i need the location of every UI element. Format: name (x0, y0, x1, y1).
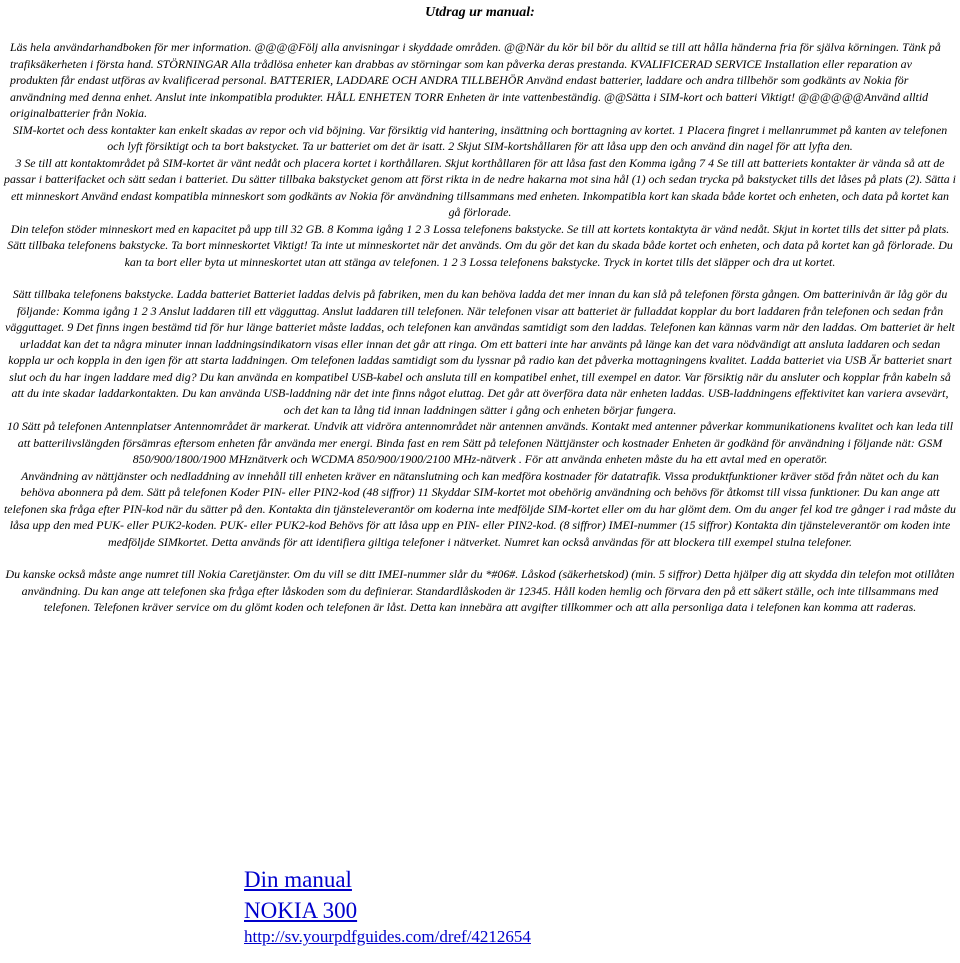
paragraph-sim-card: SIM-kortet och dess kontakter kan enkelt skadas av repor och vid böjning. Var försiktig vid hantering, insättning och borttagning av kortet. 1 Placera fingret i mellanrummet på kanten av telefonen och lyft försiktigt och ta bort bakstycket. Ta ur batteriet om det är isatt. 2 Skjut SIM-kortshållaren för att låsa upp den och använd din nagel för att lyfta den. (12, 122, 948, 153)
paragraph-codes: Användning av nättjänster och nedladdning av innehåll till enheten kräver en nätanslutning och kan medföra kostnader för datatrafik. Vissa produktfunktioner kräver stöd från nätet och du kan behöva abonnera på dem. Sätt på telefonen Koder PIN- eller PIN2-kod (48 siffror) 11 Skyddar SIM-kortet mot obehörig användning och behövs för åtkomst till vissa funktioner. Du kan ange att telefonen ska fråga efter PIN-kod när du sätter på den. Kontakta din tjänsteleverantör om koderna inte medföljde SIM-kortet eller om du har glömt dem. Om du anger fel kod tre gånger i rad måste du låsa upp den med PUK- eller PUK2-koden. PUK- eller PUK2-kod Behövs för att låsa upp en PIN- eller PIN2-kod. (8 siffror) IMEI-nummer (15 siffror) Kontakta din tjänsteleverantör om koden inte medföljde SIMkortet. Detta används för att identifiera giltiga telefoner i nätverket. Numret kan också användas för att blockera till exempel stulna telefoner. (4, 468, 956, 549)
paragraph-antenna: 10 Sätt på telefonen Antennplatser Antennområdet är markerat. Undvik att vidröra antennområdet när antennen används. Kontakt med antenner påverkar kommunikationens kvalitet och kan leda till att batterilivslängden försämras eftersom enheten får använda mer energi. Binda fast en rem Sätt på telefonen Nättjänster och kostnader Enheten är godkänd för användning i följande nät: GSM 850/900/1800/1900 MHznätverk och WCDMA 850/900/1900/2100 MHz-nätverk . För att använda enheten måste du ha ett avtal med en operatör. (6, 419, 954, 466)
paragraph-sim-holder: 3 Se till att kontaktområdet på SIM-kortet är vänt nedåt och placera kortet i korthållaren. Skjut korthållaren för att låsa fast den Komma igång 7 4 Se till att batteriets kontakter är vända så att de passar i batterifacket och sätt sedan i batteriet. Du sätter tillbaka bakstycket genom att först rikta in de nedre hakarna mot sina hål (1) och sedan trycka på bakstycket tills det låses på plats (2). Sätta i ett minneskort Använd endast kompatibla minneskort som godkänts av Nokia för användning tillsammans med enheten. Inkompatibla kort kan skada både kortet och enheten, och data på kortet kan gå förlorade. (4, 155, 956, 219)
manual-links (244, 864, 531, 948)
paragraph-memory-card: Din telefon stöder minneskort med en kapacitet på upp till 32 GB. 8 Komma igång 1 2 3 Lossa telefonens bakstycke. Se till att kortets kontaktyta är vänd nedåt. Skjut in kortet tills det sitter på plats. Sätt tillbaka telefonens bakstycke. Ta bort minneskortet Viktigt! Ta inte ut minneskortet när det används. Om du gör det kan du skada både kortet och enheten, och data på kortet kan gå förlorade. Du kan ta bort eller byta ut minneskortet utan att stänga av telefonen. 1 2 3 Lossa telefonens bakstycke. Tryck in kortet tills det släpper och dra ut kortet. (7, 221, 953, 269)
manual-excerpt (4, 39, 956, 616)
manual-link[interactable]: Din manual (244, 867, 352, 892)
product-link[interactable]: NOKIA 300 (244, 898, 358, 923)
paragraph-lock-code: Du kanske också måste ange numret till Nokia Caretjänster. Om du vill se ditt IMEI-nummer slår du *#06#. Låskod (säkerhetskod) (min. 5 siffror) Detta hjälper dig att skydda din telefon mot otillåten användning. Du kan ange att telefonen ska fråga efter låskoden som du definierar. Standardlåskoden är 12345. Håll koden hemlig och förvara den på ett säkert ställe, och inte tillsammans med telefonen. Telefonen kräver service om du glömt koden och telefonen är låst. Detta kan innebära att avgifter tillkommer och att alla personliga data i telefonen kan komma att raderas. (5, 567, 955, 614)
page-title: Utdrag ur manual: (425, 5, 535, 20)
url-link[interactable]: http://sv.yourpdfguides.com/dref/4212654 (244, 927, 531, 946)
paragraph-charging: Sätt tillbaka telefonens bakstycke. Ladda batteriet Batteriet laddas delvis på fabriken, men du kan behöva ladda det mer innan du kan slå på telefonen första gången. Om batterinivån är låg gör du följande: Komma igång 1 2 3 Anslut laddaren till ett vägguttag. Anslut laddaren till telefonen. När telefonen visar att batteriet är fulladdat kopplar du bort laddaren från telefonen och sedan från vägguttaget. 9 Det finns ingen bestämd tid för hur länge batteriet måste laddas, och telefonen kan användas samtidigt som den laddas. Telefonen kan kännas varm när den laddas. Om batteriet är helt urladdat kan det ta några minuter innan laddningsindikatorn visas eller innan det går att ringa. Om ett batteri inte har använts på länge kan det vara nödvändigt att ansluta laddaren och sedan koppla ur och koppla in den igen för att starta laddningen. Om telefonen laddas samtidigt som du lyssnar på radio kan det påverka mottagningens kvalitet. Ladda batteriet via USB Är batteriet snart slut och du har ingen laddare med dig? Du kan använda en kompatibel USB-kabel och ansluta till en kompatibel enhet, till exempel en dator. Var försiktig när du ansluter och kopplar från kabeln så att du inte skadar laddarkontakten. Du kan använda USB-laddning när det inte finns något eluttag. Det går att överföra data när enheten laddas. USB-laddningens effektivitet kan variera avsevärt, och det kan ta lång tid innan laddningen sätter i gång och enheten börjar fungera. (5, 287, 955, 417)
paragraph-safety: Läs hela användarhandboken för mer information. @@@@Följ alla anvisningar i skyddade områden. @@När du kör bil bör du alltid se till att hålla händerna fria för själva körningen. Tänk på trafiksäkerheten i första hand. STÖRNINGAR Alla trådlösa enheter kan drabbas av störningar som kan påverka deras prestanda. KVALIFICERAD SERVICE Installation eller reparation av produkten får endast utföras av kvalificerad personal. BATTERIER, LADDARE OCH ANDRA TILLBEHÖR Använd endast batterier, laddare och andra tillbehör som godkänts av Nokia för användning med denna enhet. Anslut inte inkompatibla produkter. HÅLL ENHETEN TORR Enheten är inte vattenbeständig. @@Sätta i SIM-kort och batteri Viktigt! @@@@@@Använd alltid originalbatterier från Nokia. (10, 40, 941, 120)
